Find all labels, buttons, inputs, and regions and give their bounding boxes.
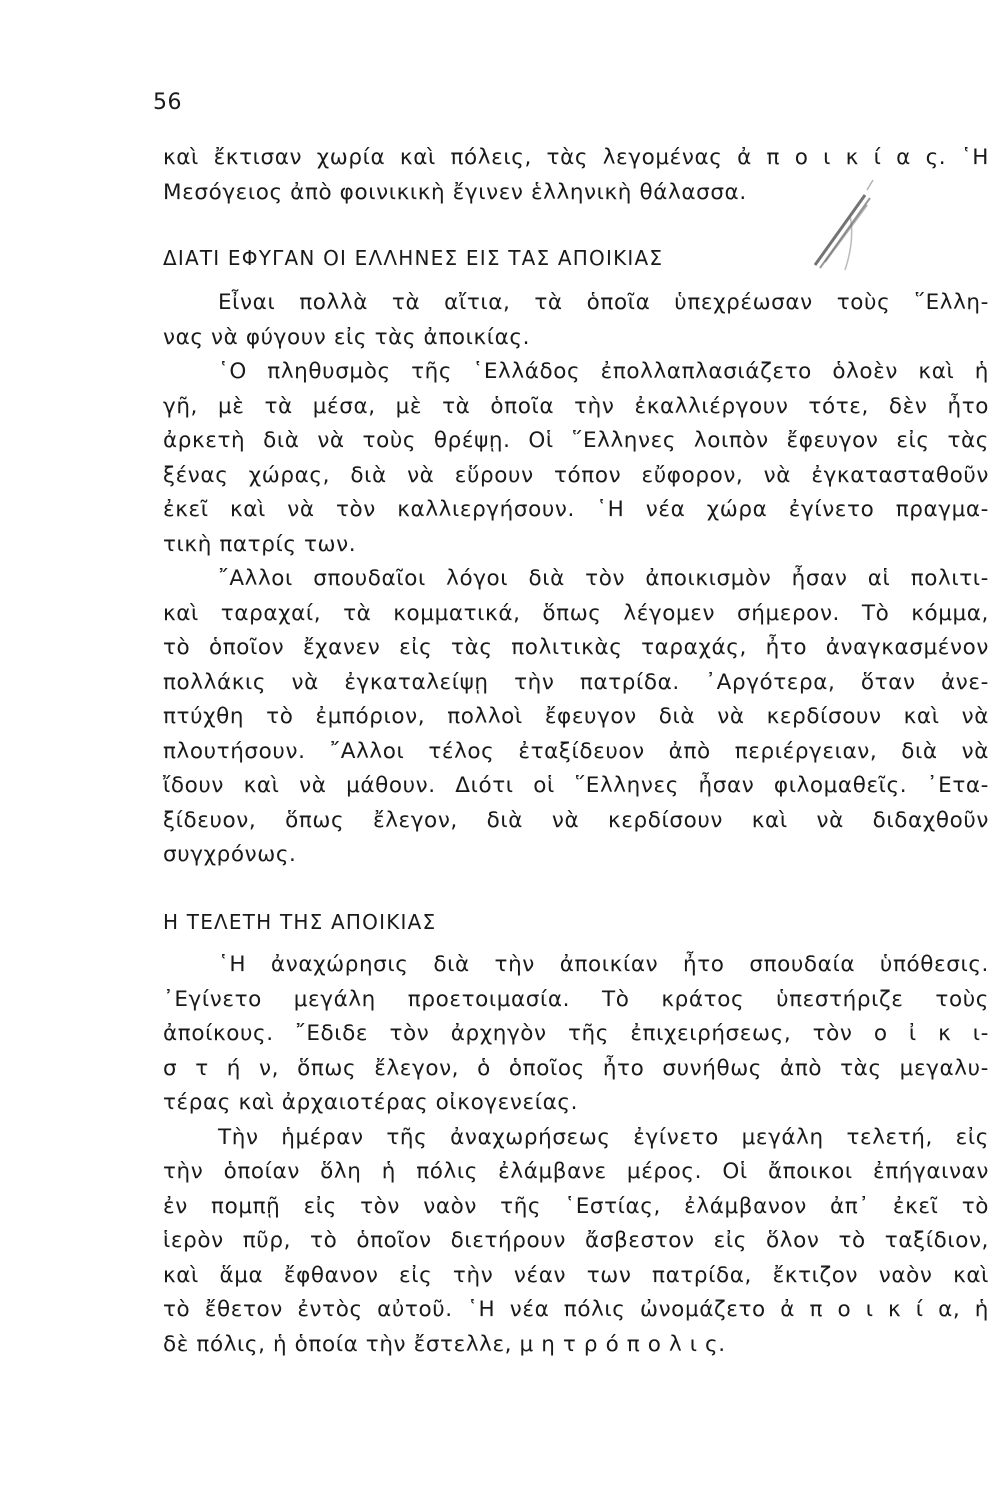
text-line: ξίδευον, ὅπως ἔλεγον, διὰ νὰ κερδίσουν καὶ νὰ διδαχθοῦν: [163, 807, 989, 833]
page-number: 56: [153, 90, 182, 115]
text-line: ἐν πομπῇ εἰς τὸν ναὸν τῆς ῾Εστίας, ἐλάμβανον ἀπ᾿ ἐκεῖ τὸ: [163, 1193, 989, 1219]
text-line: δὲ πόλις, ἡ ὁποία τὴν ἔστελλε, μ η τ ρ ό π ο λ ι ς.: [163, 1331, 726, 1357]
text-line: ἀποίκους. ῎Εδιδε τὸν ἀρχηγὸν τῆς ἐπιχειρήσεως, τὸν ο ἰ κ ι-: [163, 1021, 989, 1046]
text-line: ᾿Εγίνετο μεγάλη προετοιμασία. Τὸ κράτος ὑπεστήριζε τοὺς: [163, 986, 989, 1012]
text-line: τὸ ὁποῖον ἔχανεν εἰς τὰς πολιτικὰς ταραχάς, ἦτο ἀναγκασμένον: [163, 635, 989, 660]
section1-body: [163, 286, 989, 873]
text-line: συγχρόνως.: [163, 842, 297, 867]
text-line: ἐκεῖ καὶ νὰ τὸν καλλιεργήσουν. ῾Η νέα χώρα ἐγίνετο πραγμα-: [163, 497, 989, 522]
text-line: ξένας χώρας, διὰ νὰ εὕρουν τόπον εὔφορον, νὰ ἐγκατασταθοῦν: [163, 462, 989, 488]
text-line: γῆ, μὲ τὰ μέσα, μὲ τὰ ὁποῖα τὴν ἐκαλλιέργουν τότε, δὲν ἦτο: [163, 393, 989, 419]
text-line: ἀρκετὴ διὰ νὰ τοὺς θρέψῃ. Οἱ ῞Ελληνες λοιπὸν ἔφευγον εἰς τὰς: [163, 428, 989, 453]
text-line: πολλάκις νὰ ἐγκαταλείψῃ τὴν πατρίδα. ᾿Αργότερα, ὅταν ἀνε-: [163, 669, 989, 695]
text-line: πτύχθη τὸ ἐμπόριον, πολλοὶ ἔφευγον διὰ νὰ κερδίσουν καὶ νὰ: [163, 704, 989, 729]
text-line: ῾Ο πληθυσμὸς τῆς ῾Ελλάδος ἐπολλαπλασιάζετο ὁλοὲν καὶ ἡ: [218, 359, 989, 384]
text-line: τέρας καὶ ἀρχαιοτέρας οἰκογενείας.: [163, 1090, 579, 1115]
section2-body: [163, 948, 989, 1362]
text-line: ῎Αλλοι σπουδαῖοι λόγοι διὰ τὸν ἀποικισμὸν ἦσαν αἱ πολιτι-: [218, 566, 989, 591]
text-line: τὴν ὁποίαν ὅλη ἡ πόλις ἐλάμβανε μέρος. Οἱ ἄποικοι ἐπήγαιναν: [163, 1159, 989, 1184]
text-line: ἴδουν καὶ νὰ μάθουν. Διότι οἱ ῞Ελληνες ἦσαν φιλομαθεῖς. ᾿Ετα-: [163, 773, 989, 798]
pencil-scribble-mark: [795, 170, 905, 280]
text-line: τικὴ πατρίς των.: [163, 531, 357, 557]
text-line: Μεσόγειος ἀπὸ φοινικικὴ ἔγινεν ἑλληνικὴ θάλασσα.: [163, 179, 747, 205]
text-line: ῾Η ἀναχώρησις διὰ τὴν ἀποικίαν ἦτο σπουδαία ὑπόθεσις.: [218, 952, 989, 977]
text-line: καὶ ἅμα ἔφθανον εἰς τὴν νέαν των πατρίδα, ἔκτιζον ναὸν καὶ: [163, 1262, 989, 1288]
section-heading: Η ΤΕΛΕΤΗ ΤΗΣ ΑΠΟΙΚΙΑΣ: [163, 910, 437, 934]
text-line: Εἶναι πολλὰ τὰ αἴτια, τὰ ὁποῖα ὑπεχρέωσαν τοὺς ῞Ελλη-: [218, 290, 989, 315]
text-line: πλουτήσουν. ῎Αλλοι τέλος ἐταξίδευον ἀπὸ περιέργειαν, διὰ νὰ: [163, 738, 989, 764]
text-line: Τὴν ἡμέραν τῆς ἀναχωρήσεως ἐγίνετο μεγάλη τελετή, εἰς: [218, 1124, 989, 1150]
text-line: ἱερὸν πῦρ, τὸ ὁποῖον διετήρουν ἄσβεστον εἰς ὅλον τὸ ταξίδιον,: [163, 1228, 989, 1253]
text-line: καὶ ἔκτισαν χωρία καὶ πόλεις, τὰς λεγομένας ἀ π ο ι κ ί α ς. ῾Η: [163, 145, 989, 170]
text-line: σ τ ή ν, ὅπως ἔλεγον, ὁ ὁποῖος ἦτο συνήθως ἀπὸ τὰς μεγαλυ-: [163, 1055, 989, 1081]
text-line: νας νὰ φύγουν εἰς τὰς ἀποικίας.: [163, 324, 531, 350]
section-heading: ΔΙΑΤΙ ΕΦΥΓΑΝ ΟΙ ΕΛΛΗΝΕΣ ΕΙΣ ΤΑΣ ΑΠΟΙΚΙΑΣ: [163, 246, 664, 270]
text-line: καὶ ταραχαί, τὰ κομματικά, ὅπως λέγομεν σήμερον. Τὸ κόμμα,: [163, 600, 989, 626]
text-line: τὸ ἔθετον ἐντὸς αὐτοῦ. ῾Η νέα πόλις ὠνομάζετο ἀ π ο ι κ ί α, ἡ: [163, 1297, 989, 1322]
